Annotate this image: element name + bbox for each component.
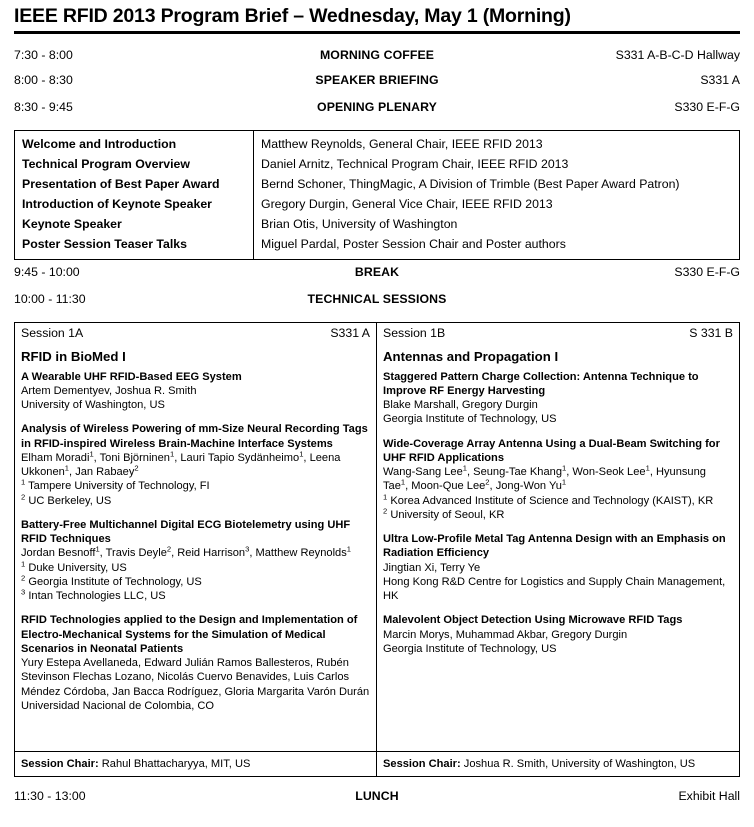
list-item — [383, 532, 733, 603]
title-divider — [14, 31, 740, 34]
paper-authors: Wang-Sang Lee$^1$, Seung-Tae Khang$^1$, Won-Seok Lee$^1$, Hyunsung Tae$^1$, Moon-Que Lee$^2$, Jong-Won Yu$^1$ — [383, 463, 706, 493]
paper-title: Battery-Free Multichannel Digital ECG Biotelemetry using UHF RFID Techniques — [21, 518, 351, 546]
paper-title: Malevolent Object Detection Using Microwave RFID Tags — [383, 614, 683, 627]
schedule-row — [14, 292, 740, 319]
paper-authors: Artem Dementyev, Joshua R. Smith — [21, 384, 197, 397]
paper-affiliation: Georgia Institute of Technology, US — [383, 642, 557, 655]
schedule-row — [14, 789, 740, 814]
page-title: IEEE RFID 2013 Program Brief – Wednesday, May 1 (Morning) — [14, 5, 571, 27]
plenary-item: Poster Session Teaser Talks — [15, 235, 254, 259]
paper-affiliation: Universidad Nacional de Colombia, CO — [21, 699, 214, 712]
schedule-location: S330 E-F-G — [674, 100, 740, 114]
plenary-item: Technical Program Overview — [15, 155, 254, 175]
schedule-row — [14, 265, 740, 292]
paper-affiliation: University of Washington, US — [21, 399, 165, 412]
session-chair-name: Joshua R. Smith, University of Washington, US — [460, 757, 696, 770]
plenary-detail: Bernd Schoner, ThingMagic, A Division of Trimble (Best Paper Award Patron) — [261, 176, 680, 191]
session-name: Session 1A — [21, 325, 84, 340]
plenary-item: Presentation of Best Paper Award — [15, 175, 254, 195]
list-item — [21, 613, 370, 713]
schedule-event: SPEAKER BRIEFING — [315, 73, 439, 87]
session-topic: RFID in BioMed I — [21, 348, 126, 364]
plenary-detail: Miguel Pardal, Poster Session Chair and Poster authors — [261, 236, 566, 251]
paper-authors: Jordan Besnoff$^1$, Travis Deyle$^2$, Reid Harrison$^3$, Matthew Reynolds$^1$ — [21, 544, 351, 560]
schedule-time: 10:00 - 11:30 — [14, 291, 86, 306]
schedule-location: S331 A-B-C-D Hallway — [615, 48, 740, 62]
session-chair-label: Session Chair: — [21, 757, 99, 770]
paper-affiliation: $^1$ Duke University, US — [21, 559, 127, 574]
paper-title: Wide-Coverage Array Antenna Using a Dual-Beam Switching for UHF RFID Applications — [383, 437, 720, 464]
plenary-item: Keynote Speaker — [15, 215, 254, 235]
plenary-item: Welcome and Introduction — [15, 131, 254, 155]
session-chair-label: Session Chair: — [383, 757, 461, 770]
technical-sessions-table — [14, 322, 740, 777]
paper-affiliation: $^1$ Tampere University of Technology, FI — [21, 477, 210, 493]
opening-plenary-table — [14, 130, 740, 260]
session-paper-list — [15, 370, 376, 751]
plenary-detail: Matthew Reynolds, General Chair, IEEE RFID 2013 — [261, 137, 543, 151]
paper-authors: Blake Marshall, Gregory Durgin — [383, 399, 538, 412]
paper-title: Staggered Pattern Charge Collection: Antenna Technique to Improve RF Energy Harvesting — [383, 370, 699, 397]
list-item — [383, 613, 733, 656]
schedule-location: S331 A — [700, 73, 740, 87]
list-item — [383, 370, 733, 427]
session-chair — [15, 751, 376, 776]
session-column-1b — [377, 323, 739, 776]
table-row — [15, 235, 740, 259]
plenary-detail: Daniel Arnitz, Technical Program Chair, IEEE RFID 2013 — [261, 156, 569, 171]
paper-affiliation: $^3$ Intan Technologies LLC, US — [21, 587, 166, 603]
session-room: S 331 B — [689, 325, 733, 340]
list-item — [21, 518, 370, 604]
paper-affiliation: $^1$ Korea Advanced Institute of Science and Technology (KAIST), KR — [383, 492, 714, 507]
schedule-location: S330 E-F-G — [674, 264, 740, 279]
session-chair — [377, 751, 739, 776]
table-row — [15, 175, 740, 195]
paper-authors: Yury Estepa Avellaneda, Edward Julián Ramos Ballesteros, Rubén Stevinson Flechas Lozano, Nicolás Cuervo Benavides, Luis Carlos Méndez Córdoba, Jan Bacca Rodríguez, Gloria Margarita Varón Durán — [21, 657, 370, 698]
session-topic: Antennas and Propagation I — [383, 348, 559, 364]
schedule-bottom — [14, 789, 740, 814]
schedule-location: Exhibit Hall — [678, 788, 740, 803]
schedule-event: MORNING COFFEE — [319, 48, 435, 62]
session-header — [15, 323, 376, 342]
session-chair-name: Rahul Bhattacharyya, MIT, US — [98, 757, 251, 770]
paper-affiliation: $^2$ UC Berkeley, US — [21, 492, 112, 507]
table-row — [15, 131, 740, 155]
schedule-row — [14, 48, 740, 73]
paper-title: A Wearable UHF RFID-Based EEG System — [21, 370, 242, 383]
schedule-time: 11:30 - 13:00 — [14, 788, 86, 803]
paper-affiliation: $^2$ Georgia Institute of Technology, US — [21, 573, 202, 588]
schedule-event: BREAK — [354, 264, 400, 279]
plenary-item: Introduction of Keynote Speaker — [15, 195, 254, 215]
list-item — [21, 422, 370, 508]
paper-affiliation: Georgia Institute of Technology, US — [383, 413, 557, 426]
table-row — [15, 155, 740, 175]
list-item — [383, 437, 733, 523]
table-row — [15, 195, 740, 215]
schedule-event: LUNCH — [355, 788, 399, 803]
session-paper-list — [377, 370, 739, 751]
session-room: S331 A — [330, 325, 370, 340]
plenary-detail: Gregory Durgin, General Vice Chair, IEEE RFID 2013 — [261, 196, 553, 211]
plenary-detail: Brian Otis, University of Washington — [261, 216, 458, 231]
list-item — [21, 370, 370, 413]
paper-title: RFID Technologies applied to the Design and Implementation of Electro-Mechanical Systems for the Simulation of Medical Scenarios in Neonatal Patients — [21, 614, 358, 655]
schedule-event: TECHNICAL SESSIONS — [307, 291, 447, 306]
schedule-time: 8:30 - 9:45 — [14, 100, 73, 114]
session-name: Session 1B — [383, 325, 446, 340]
session-header — [377, 323, 739, 342]
paper-authors: Marcin Morys, Muhammad Akbar, Gregory Durgin — [383, 628, 628, 641]
schedule-event: OPENING PLENARY — [317, 100, 437, 114]
paper-affiliation: Hong Kong R&D Centre for Logistics and Supply Chain Management, HK — [383, 575, 726, 603]
schedule-top — [14, 48, 740, 127]
table-row — [15, 215, 740, 235]
paper-title: Ultra Low-Profile Metal Tag Antenna Design with an Emphasis on Radiation Efficiency — [383, 533, 726, 560]
paper-authors: Elham Moradi$^1$, Toni Björninen$^1$, Lauri Tapio Sydänheimo$^1$, Leena Ukkonen$^1$, Jan Rabaey$^2$ — [21, 449, 341, 479]
schedule-row — [14, 73, 740, 100]
schedule-row — [14, 100, 740, 127]
schedule-time: 7:30 - 8:00 — [14, 48, 73, 62]
session-column-1a — [15, 323, 377, 776]
schedule-mid — [14, 265, 740, 319]
schedule-time: 8:00 - 8:30 — [14, 73, 73, 87]
paper-title: Analysis of Wireless Powering of mm-Size Neural Recording Tags in RFID-inspired Wireless Brain-Machine Interface Systems — [21, 423, 368, 450]
schedule-time: 9:45 - 10:00 — [14, 264, 80, 279]
paper-authors: Jingtian Xi, Terry Ye — [383, 561, 481, 574]
paper-affiliation: $^2$ University of Seoul, KR — [383, 506, 505, 521]
